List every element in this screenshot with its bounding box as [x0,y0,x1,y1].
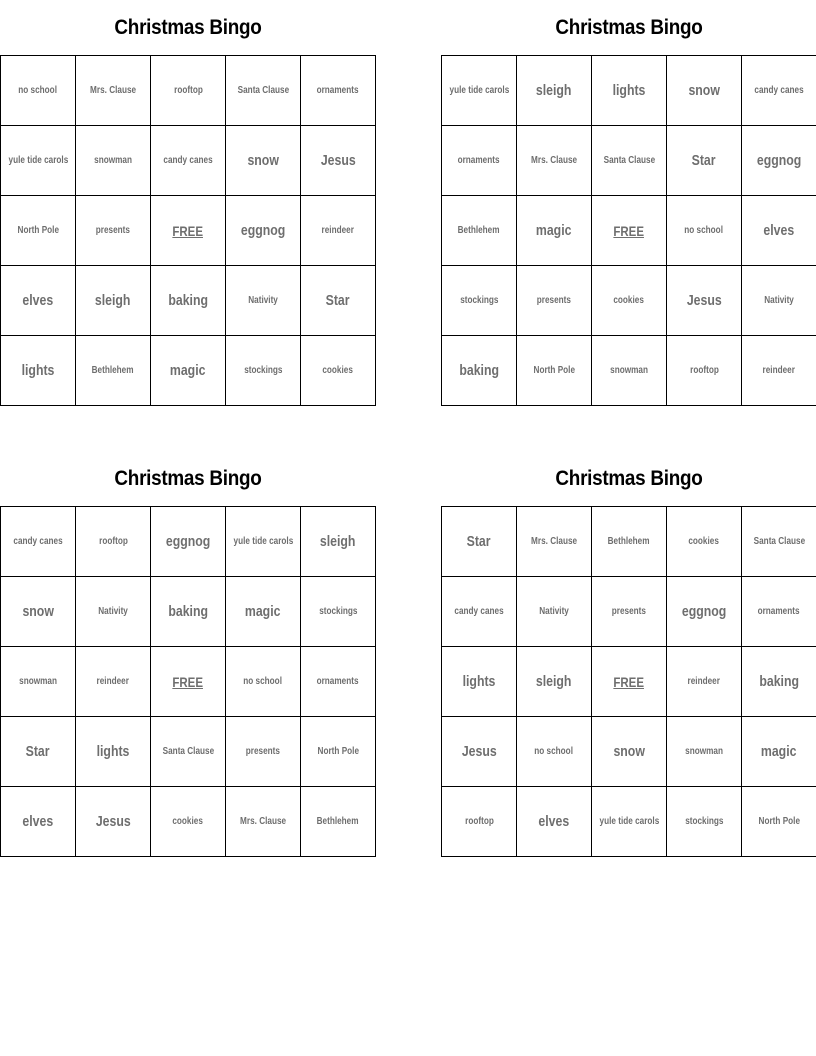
bingo-cell-text: lights [462,673,496,690]
bingo-cell-text: no school [684,225,724,236]
bingo-cell [151,577,226,647]
bingo-cell-text: Santa Clause [603,155,655,166]
bingo-cell-text: candy canes [754,85,804,96]
bingo-cell-text: rooftop [173,85,203,96]
bingo-cell [76,56,151,126]
bingo-cell-text: reindeer [321,225,355,236]
bingo-cell-text: cookies [688,536,720,547]
card-title: Christmas Bingo [114,16,262,39]
bingo-cell [226,787,301,857]
bingo-cell [667,647,742,717]
bingo-cell [667,196,742,266]
bingo-cell [667,787,742,857]
bingo-cell [76,717,151,787]
bingo-cell [1,126,76,196]
bingo-cell-text: Jesus [320,152,356,169]
bingo-cell [226,196,301,266]
bingo-cell [226,56,301,126]
bingo-cell-text: ornaments [317,676,359,687]
bingo-cell-text: baking [459,362,499,379]
bingo-cell [151,336,226,406]
bingo-cell-text: eggnog [681,603,727,620]
bingo-cell [226,717,301,787]
bingo-cell [592,56,667,126]
bingo-cell [442,787,517,857]
bingo-cell-text: snowman [685,746,723,757]
bingo-cell [1,577,76,647]
bingo-cell-text: snowman [610,365,648,376]
bingo-cell-text: Mrs. Clause [530,536,578,547]
bingo-cell [226,266,301,336]
bingo-cell [76,507,151,577]
bingo-cell [76,336,151,406]
bingo-cell [1,266,76,336]
bingo-cell [742,647,816,717]
free-space-cell [151,647,226,717]
bingo-cell [667,717,742,787]
bingo-cell-text: cookies [613,295,645,306]
bingo-cell [442,196,517,266]
bingo-cell-text: ornaments [758,606,800,617]
bingo-cell [1,56,76,126]
bingo-cell [151,787,226,857]
bingo-cell-text: elves [763,222,795,239]
bingo-cell [667,266,742,336]
bingo-cell-text: Star [26,743,50,760]
bingo-cell [742,126,816,196]
bingo-cell-text: Mrs. Clause [530,155,578,166]
bingo-cell [76,266,151,336]
bingo-cell-text: North Pole [533,365,575,376]
bingo-cell [301,787,376,857]
bingo-cell-text: sleigh [320,533,356,550]
bingo-cell [301,507,376,577]
bingo-cell-text: Bethlehem [608,536,650,547]
bingo-cell-text: Jesus [461,743,497,760]
bingo-cell-text: magic [761,743,797,760]
bingo-cell [592,266,667,336]
bingo-cell [301,577,376,647]
bingo-cell-text: rooftop [689,365,719,376]
bingo-cell-text: Bethlehem [92,365,134,376]
bingo-cell-text: FREE [172,673,204,690]
bingo-grid [441,55,816,406]
bingo-cell-text: stockings [318,606,358,617]
bingo-cell [742,787,816,857]
bingo-cell-text: FREE [172,222,204,239]
bingo-cell-text: presents [536,295,572,306]
bingo-cell [517,647,592,717]
bingo-cell-text: eggnog [240,222,286,239]
bingo-cell-text: Star [467,533,491,550]
bingo-cell [226,507,301,577]
free-space-cell [592,196,667,266]
bingo-cell-text: yule tide carols [233,536,293,547]
bingo-cell-text: baking [168,292,208,309]
bingo-cell-text: North Pole [317,746,359,757]
bingo-cell [151,56,226,126]
bingo-cell [442,647,517,717]
bingo-cell-text: Bethlehem [458,225,500,236]
bingo-cell [301,266,376,336]
bingo-cell-text: yule tide carols [599,816,659,827]
bingo-cell-text: snow [22,603,54,620]
bingo-cell [667,336,742,406]
bingo-cell-text: magic [245,603,281,620]
bingo-cell-text: Santa Clause [753,536,805,547]
bingo-cell-text: reindeer [762,365,796,376]
bingo-cell-text: candy canes [163,155,213,166]
bingo-cell [517,787,592,857]
bingo-cell-text: no school [243,676,283,687]
bingo-cell-text: lights [96,743,130,760]
bingo-cell-text: reindeer [687,676,721,687]
bingo-cell [1,196,76,266]
bingo-cell [151,507,226,577]
bingo-cell-text: snow [688,82,720,99]
bingo-cell-text: snowman [19,676,57,687]
bingo-cell-text: rooftop [464,816,494,827]
bingo-cell-text: candy canes [454,606,504,617]
bingo-cell-text: candy canes [13,536,63,547]
bingo-cell-text: lights [21,362,55,379]
bingo-cell-text: Mrs. Clause [89,85,137,96]
bingo-cell [592,787,667,857]
bingo-cell-text: sleigh [95,292,131,309]
bingo-cell-text: ornaments [317,85,359,96]
bingo-cell [226,577,301,647]
bingo-cell-text: Star [692,152,716,169]
bingo-cell-text: snowman [94,155,132,166]
bingo-cell-text: snow [613,743,645,760]
bingo-cell [1,787,76,857]
bingo-cell [442,336,517,406]
free-space-cell [592,647,667,717]
bingo-cell-text: Nativity [539,606,569,617]
bingo-cell-text: baking [759,673,799,690]
bingo-cell [517,507,592,577]
bingo-cell-text: eggnog [165,533,211,550]
bingo-cell-text: Star [326,292,350,309]
bingo-cell [667,507,742,577]
bingo-cell [742,717,816,787]
bingo-cell [151,126,226,196]
bingo-cell-text: presents [95,225,131,236]
bingo-cell-text: no school [534,746,574,757]
bingo-cell-text: Nativity [248,295,278,306]
bingo-cell [442,56,517,126]
bingo-cell [301,717,376,787]
bingo-cell [226,126,301,196]
bingo-cell-text: FREE [613,673,645,690]
bingo-cell [517,56,592,126]
bingo-cell [442,717,517,787]
bingo-cell [76,787,151,857]
bingo-card-4 [441,451,816,857]
bingo-cell [301,56,376,126]
bingo-cell-text: sleigh [536,82,572,99]
bingo-card-2 [441,0,816,406]
bingo-cell-text: Jesus [95,813,131,830]
bingo-cell [592,126,667,196]
bingo-cell-text: ornaments [458,155,500,166]
bingo-cell [742,507,816,577]
bingo-cell-text: cookies [322,365,354,376]
bingo-cell [742,577,816,647]
bingo-grid [0,506,376,857]
bingo-cell [76,196,151,266]
bingo-cell [1,336,76,406]
bingo-cell-text: presents [245,746,281,757]
bingo-cell [301,126,376,196]
bingo-cell [592,507,667,577]
bingo-cell [76,647,151,717]
bingo-cell [226,336,301,406]
bingo-grid [0,55,376,406]
bingo-cell-text: stockings [684,816,724,827]
bingo-cell [301,196,376,266]
bingo-cell-text: rooftop [98,536,128,547]
bingo-cell [442,577,517,647]
bingo-cell [742,56,816,126]
bingo-cell-text: no school [18,85,58,96]
bingo-grid [441,506,816,857]
bingo-cell [742,266,816,336]
bingo-cell-text: cookies [172,816,204,827]
bingo-cell [517,266,592,336]
bingo-cell-text: yule tide carols [449,85,509,96]
bingo-cell-text: elves [22,813,54,830]
bingo-cell [151,266,226,336]
bingo-cell [592,336,667,406]
bingo-cell [517,126,592,196]
card-title: Christmas Bingo [555,467,703,490]
bingo-cell-text: elves [22,292,54,309]
bingo-cell [1,717,76,787]
bingo-cell [301,647,376,717]
bingo-cell [1,647,76,717]
bingo-cell [226,647,301,717]
bingo-cell-text: stockings [459,295,499,306]
bingo-cell-text: Santa Clause [237,85,289,96]
bingo-cell-text: FREE [613,222,645,239]
bingo-cell-text: presents [611,606,647,617]
bingo-cell-text: lights [612,82,646,99]
bingo-cell [592,717,667,787]
bingo-cell [76,126,151,196]
bingo-cell-text: North Pole [17,225,59,236]
bingo-cell [442,266,517,336]
bingo-cell [151,717,226,787]
bingo-cell [667,577,742,647]
bingo-cell [1,507,76,577]
bingo-cell [76,577,151,647]
bingo-cell [517,196,592,266]
bingo-cell [592,577,667,647]
bingo-cell-text: snow [247,152,279,169]
bingo-cell-text: Mrs. Clause [239,816,287,827]
free-space-cell [151,196,226,266]
bingo-cell-text: stockings [243,365,283,376]
bingo-cell [442,126,517,196]
bingo-cell [517,577,592,647]
card-title: Christmas Bingo [114,467,262,490]
bingo-cell-text: eggnog [756,152,802,169]
bingo-cell-text: baking [168,603,208,620]
bingo-cell-text: magic [536,222,572,239]
bingo-cell-text: reindeer [96,676,130,687]
bingo-cell [517,336,592,406]
bingo-card-1 [0,0,376,406]
bingo-card-3 [0,451,376,857]
bingo-cell [667,56,742,126]
bingo-cell-text: Santa Clause [162,746,214,757]
bingo-cell [742,336,816,406]
bingo-cell-text: Jesus [686,292,722,309]
bingo-cell [742,196,816,266]
card-title: Christmas Bingo [555,16,703,39]
bingo-cell [442,507,517,577]
bingo-cell-text: magic [170,362,206,379]
bingo-cell-text: North Pole [758,816,800,827]
bingo-cell-text: Nativity [764,295,794,306]
bingo-cell-text: yule tide carols [8,155,68,166]
bingo-cell-text: Nativity [98,606,128,617]
bingo-cell [301,336,376,406]
bingo-cell-text: Bethlehem [317,816,359,827]
bingo-cell-text: elves [538,813,570,830]
bingo-cell [517,717,592,787]
bingo-cell [667,126,742,196]
bingo-cell-text: sleigh [536,673,572,690]
